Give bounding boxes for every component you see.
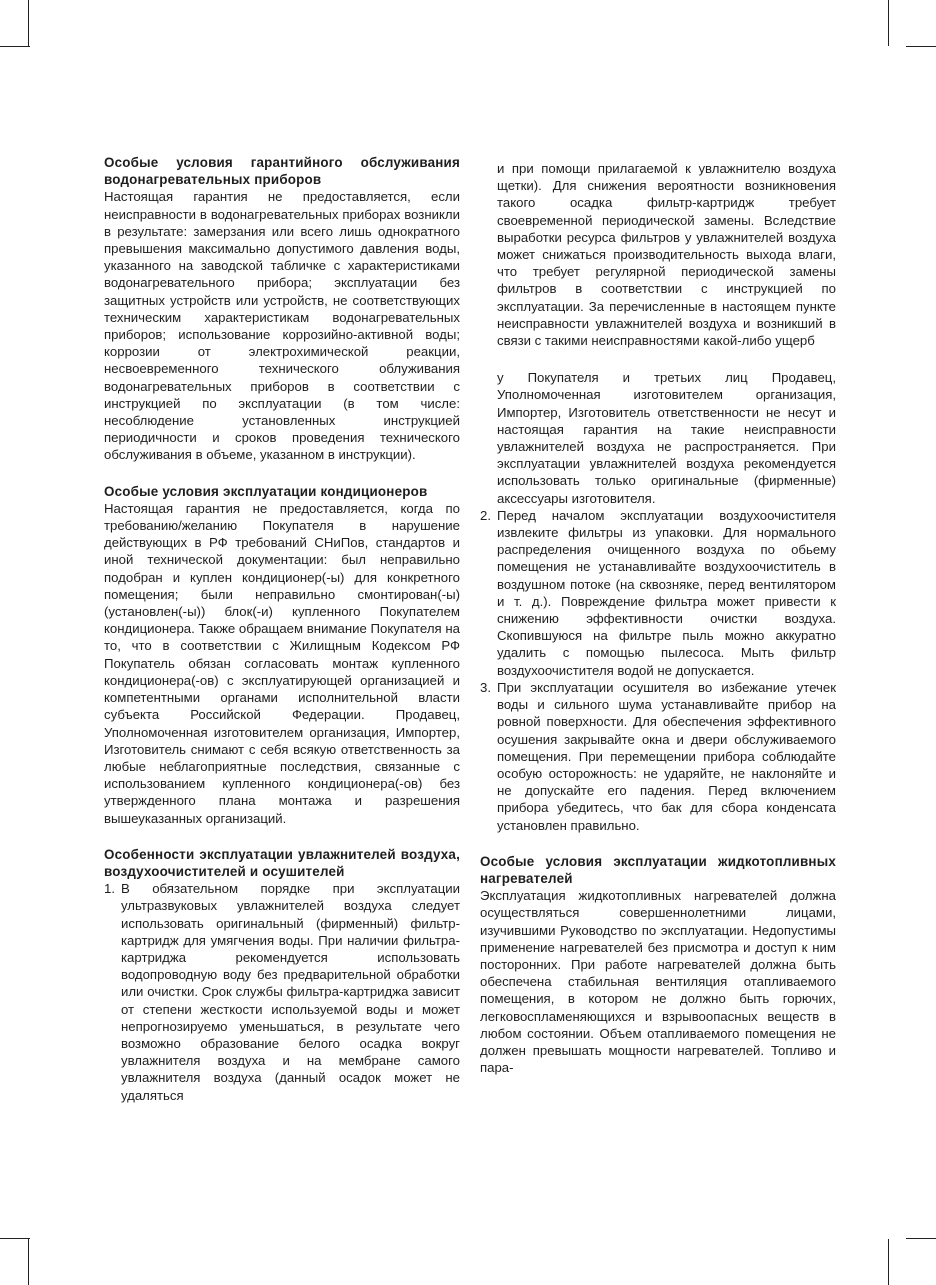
crop-mark-top-left-horizontal <box>0 46 30 47</box>
section-body-air-conditioners: Настоящая гарантия не предоставляется, когда по требованию/желанию Покупателя в нарушение действующих в РФ требований СНиПов, стандартов и иной технической документации: был неправильно подобран и куплен кондиционер(-ы) для конкретного помещения; были неправильно смонтирован(-ы) (установлен(-ы)) блок(-и) купленного Покупателем кондиционера. Также обращаем внимание Покупателя на то, что в соответствии с Жилищным Кодексом РФ Покупатель обязан согласовать монтаж купленного кондиционера(-ов) с эксплуатирующей организацией и компетентными органами исполнительной власти субъекта Российской Федерации. Продавец, Уполномоченная изготовителем организация, Импортер, Изготовитель снимают с себя всякую ответственность за любые неблагоприятные последствия, связанные с использованием купленного кондиционера(-ов) без утвержденного плана монтажа и разрешения вышеуказанных организаций. <box>104 500 460 826</box>
section-body-liquid-fuel-heaters: Эксплуатация жидкотопливных нагревателей должна осуществляться совершеннолетними лицами, изучившими Руководство по эксплуатации. Недопустимы применение нагревателей без присмотра и доступ к ним посторонних. При работе нагревателей должна быть обеспечена стабильная вентиляция отапливаемого помещения, в котором не должно быть горючих, легковоспламеняющихся и взрывоопасных веществ в любом состоянии. Объем отапливаемого помещения не должен превышать мощности нагревателей. Топливо и пара- <box>480 888 836 1076</box>
list-item-text-part2: и при помощи прилагаемой к увлажнителю воздуха щетки). Для снижения вероятности возникновения такого осадка фильтр-картридж требует своевременной периодической замены. Вследствие выработки ресурса фильтров у увлажнителей воздуха может снижаться производительность выхода влаги, что требует регулярной периодической замены фильтров в соответствии с инструкцией по эксплуатации. За перечисленные в настоящем пункте неисправности увлажнителей воздуха и возникший в связи с такими неисправностями какой-либо ущерб <box>497 161 836 349</box>
crop-mark-bottom-left-vertical <box>28 1239 29 1285</box>
humidifiers-list <box>104 880 460 1104</box>
list-item-number: 2. <box>480 507 491 523</box>
right-column <box>480 160 836 1076</box>
crop-mark-bottom-right-vertical <box>888 1239 889 1285</box>
crop-mark-top-right-vertical <box>888 0 889 46</box>
humidifiers-list-continued <box>480 160 836 834</box>
crop-mark-bottom-left-horizontal <box>0 1238 30 1239</box>
list-item-text-part3: у Покупателя и третьих лиц Продавец, Уполномоченная изготовителем организация, Импортер, Изготовитель ответственности не несут и настоящая гарантия на такие неисправности увлажнителей воздуха не распространяется. При эксплуатации увлажнителей воздуха рекомендуется использовать только оригинальные (фирменные) аксессуары изготовителя. <box>497 370 836 506</box>
list-item <box>104 880 460 1104</box>
list-item-text: При эксплуатации осушителя во избежание утечек воды и сильного шума устанавливайте прибор на ровной поверхности. Для обеспечения эффективного осушения закрывайте окна и двери обслуживаемого помещения. При перемещении прибора соблюдайте особую осторожность: не ударяйте, не наклоняйте и не допускайте его падения. Перед включением прибора убедитесь, что бак для сбора конденсата установлен правильно. <box>497 679 836 833</box>
list-item-number: 1. <box>104 881 115 897</box>
list-item <box>480 679 836 834</box>
crop-mark-top-left-vertical <box>28 0 29 46</box>
section-title-humidifiers: Особенности эксплуатации увлажнителей воздуха, воздухоочистителей и осушителей <box>104 846 460 879</box>
list-item <box>480 507 836 679</box>
list-item-continued <box>480 160 836 507</box>
section-body-water-heaters: Настоящая гарантия не предоставляется, если неисправности в водонагревательных приборах возникли в результате: замерзания или всего лишь однократного превышения максимально допустимого давления воды, указанного на заводской табличке с характеристиками водонагревательного прибора; эксплуатации без защитных устройств или устройств, не соответствующих техническим характеристикам водонагревательных приборов; использование коррозийно-активной воды; коррозии от электрохимической реакции, несвоевременного технического облуживания водонагревательных приборов в соответствии с инструкцией по эксплуатации (в том числе: несоблюдение установленных инструкцией периодичности и сроков проведения технического обслуживания в объеме, указанном в инструкции). <box>104 189 460 463</box>
section-title-air-conditioners: Особые условия эксплуатации кондиционеров <box>104 483 428 499</box>
left-column <box>104 154 460 1104</box>
list-item-number: 3. <box>480 679 491 695</box>
crop-mark-bottom-right-horizontal <box>906 1238 936 1239</box>
section-title-liquid-fuel-heaters: Особые условия эксплуатации жидкотопливных нагревателей <box>480 853 836 886</box>
list-item-text-part1: В обязательном порядке при эксплуатации ультразвуковых увлажнителей воздуха следует использовать оригинальный (фирменный) фильтр-картридж для умягчения воды. При наличии фильтра-картриджа рекомендуется использовать водопроводную воду без предварительной обработки или очистки. Срок службы фильтра-картриджа зависит от степени жесткости используемой воды и может непрогнозируемо уменьшаться, в результате чего возможно образование белого осадка вокруг увлажнителя воздуха и на мембране самого увлажнителя воздуха (данный осадок может не удаляться <box>121 881 460 1103</box>
section-title-water-heaters: Особые условия гарантийного обслуживания водонагревательных приборов <box>104 155 460 188</box>
crop-mark-top-right-horizontal <box>906 46 936 47</box>
list-item-text: Перед началом эксплуатации воздухоочистителя извлеките фильтры из упаковки. Для нормального распределения очищенного воздуха по обьему помещения не устанавливайте воздухоочиститель в воздушном потоке (на сквозняке, перед вентилятором и т. д.). Повреждение фильтра может привести к снижению эффективности очистки воздуха. Скопившуюся на фильтре пыль можно аккуратно удалить с помощью пылесоса. Мыть фильтр воздухоочистителя водой не допускается. <box>497 507 836 678</box>
